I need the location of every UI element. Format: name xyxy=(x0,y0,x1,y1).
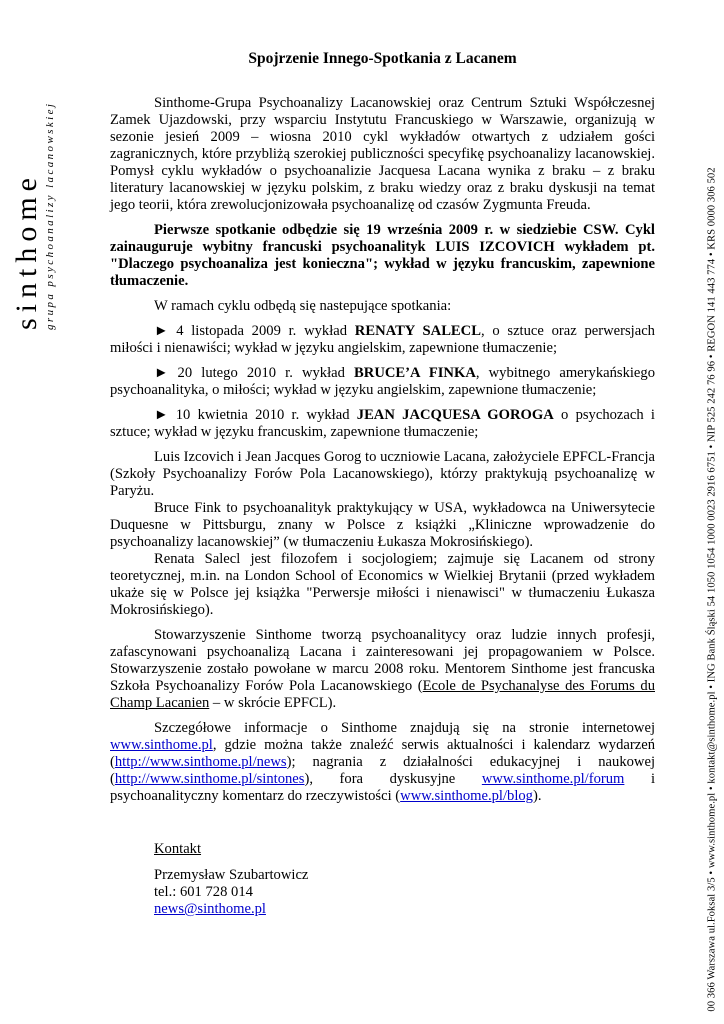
contact-block xyxy=(154,841,655,918)
lecturer-name: JEAN JACQUESA GOROGA xyxy=(356,407,554,423)
sinthome-logo xyxy=(10,30,58,330)
info-text: , gdzie można także znaleźć serwis aktualności i kalendarz wydarzeń ( xyxy=(110,737,655,770)
bio-salecl: Renata Salecl jest filozofem i socjologiem; zajmuje się Lacanem od strony teoretycznej, m.in. na London School of Economics w Wielkiej Brytanii (przed wykładem ukaże się w Polsce jej książka "Perwersje miłości i nienawisci" w tłumaczeniu Łukasza Mokrosińskiego). xyxy=(110,551,655,618)
contact-name: Przemysław Szubartowicz xyxy=(154,867,309,883)
sintones-link[interactable]: http://www.sinthome.pl/sintones xyxy=(114,771,305,787)
meeting-date: ► 20 lutego 2010 r. wykład xyxy=(154,365,355,381)
meeting-item xyxy=(110,323,655,357)
logo-subtitle: grupa psychoanalizy lacanowskiej xyxy=(44,101,56,330)
address-line: 00 366 Warszawa ul.Foksal 3/5 • www.sinthome.pl • kontakt@sinthome.pl • ING Bank Śląski 54 1050 1054 1000 0023 2916 6751 • NIP 525 242 76 96 • REGON 141 443 774 • KRS 0000 306 502 xyxy=(706,167,718,1012)
contact-phone: tel.: 601 728 014 xyxy=(154,884,253,900)
meeting-date: ► 10 kwietnia 2010 r. wykład xyxy=(154,407,357,423)
info-text: i psychoanalityczny komentarz do rzeczywistości ( xyxy=(110,771,656,804)
info-text: ); nagrania z działalności edukacyjnej i naukowej ( xyxy=(110,754,655,787)
bio-fink: Bruce Fink to psychoanalityk praktykujący w USA, wykładowca na Uniwersytecie Duquesne w Pittsburgu, znany w Polsce z książki „Kliniczne wprowadzenie do psychoanalizy lacanowskiej” (w tłumaczeniu Łukasza Mokrosińskiego). xyxy=(110,500,655,550)
address-footer xyxy=(706,12,720,1012)
association-tail: – w skrócie EPFCL). xyxy=(209,695,337,711)
series-intro: W ramach cyklu odbędą się nastepujące spotkania: xyxy=(154,298,452,314)
forum-link[interactable]: www.sinthome.pl/forum xyxy=(481,771,625,787)
meeting-date: ► 4 listopada 2009 r. wykład xyxy=(154,323,355,339)
meeting-description: , wybitnego amerykańskiego psychoanalityka, o miłości; wykład w języku angielskim, zapewnione tłumaczenie; xyxy=(110,365,655,398)
lecturer-name: RENATY SALECL xyxy=(354,323,481,339)
epfcl-link[interactable]: Ecole de Psychanalyse des Forums du Champ Lacanien xyxy=(110,678,655,711)
page-title: Spojrzenie Innego-Spotkania z Lacanem xyxy=(248,50,517,67)
letter-body xyxy=(110,50,655,918)
blog-link[interactable]: www.sinthome.pl/blog xyxy=(400,788,533,804)
meeting-item xyxy=(110,365,655,399)
association-paragraph xyxy=(110,627,655,712)
contact-email-link[interactable]: news@sinthome.pl xyxy=(154,901,266,917)
info-text: ). xyxy=(532,788,542,804)
intro-paragraph: Sinthome-Grupa Psychoanalizy Lacanowskiej oraz Centrum Sztuki Współczesnej Zamek Ujazdowski, przy wsparciu Instytutu Francuskiego w Warszawie, organizują w sezonie jesień 2009 – wiosna 2010 cykl wykładów otwartych z udziałem gości zagranicznych, które przybliżą szerokiej publiczności specyfikę psychoanalizy lacanowskiej. Pomysł cyklu wykładów o psychoanalizie Jacquesa Lacana wynika z braku – z braku literatury lacanowskiej w języku polskim, z braku wiedzy oraz z braku dyskusji na temat jego teorii, która zrewolucjonizowała psychoanalizę od czasów Zygmunta Freuda. xyxy=(110,95,655,213)
meeting-description: , o sztuce oraz perwersjach miłości i nienawiści; wykład w języku angielskim, zapewnione tłumaczenie; xyxy=(110,323,655,356)
news-link[interactable]: http://www.sinthome.pl/news xyxy=(114,754,287,770)
info-text: Szczegółowe informacje o Sinthome znajdują się na stronie internetowej xyxy=(154,720,655,736)
meeting-description: o psychozach i sztuce; wykład w języku francuskim, zapewnione tłumaczenie; xyxy=(110,407,655,440)
info-paragraph xyxy=(110,720,655,805)
logo-brand: sinthome xyxy=(10,172,43,330)
lecturer-name: BRUCE’A FINKA xyxy=(354,365,476,381)
meeting-item xyxy=(110,407,655,441)
website-link[interactable]: www.sinthome.pl xyxy=(110,737,213,753)
first-meeting-paragraph: Pierwsze spotkanie odbędzie się 19 września 2009 r. w siedziebie CSW. Cykl zainauguruje wybitny francuski psychoanalityk LUIS IZCOVICH wykładem pt. "Dlaczego psychoanaliza jest konieczna"; wykład w języku francuskim, zapewnione tłumaczenie. xyxy=(110,222,655,289)
contact-heading: Kontakt xyxy=(154,841,202,857)
association-text: Stowarzyszenie Sinthome tworzą psychoanalitycy oraz ludzie innych profesji, zafascynowani psychoanalizą Lacana i zainteresowani jej propagowaniem w Polsce. Stowarzyszenie zostało powołane w marcu 2008 roku. Mentorem Sinthome jest francuska Szkoła Psychoanalizy Forów Pola Lacanowskiego ( xyxy=(110,627,655,694)
info-text: ), fora dyskusyjne xyxy=(304,771,482,787)
bio-izcovich-gorog: Luis Izcovich i Jean Jacques Gorog to uczniowie Lacana, założyciele EPFCL-Francja (Szkoły Psychoanalizy Forów Pola Lacanowskiego), którzy praktykują psychoanalizę w Paryżu. xyxy=(110,449,655,499)
